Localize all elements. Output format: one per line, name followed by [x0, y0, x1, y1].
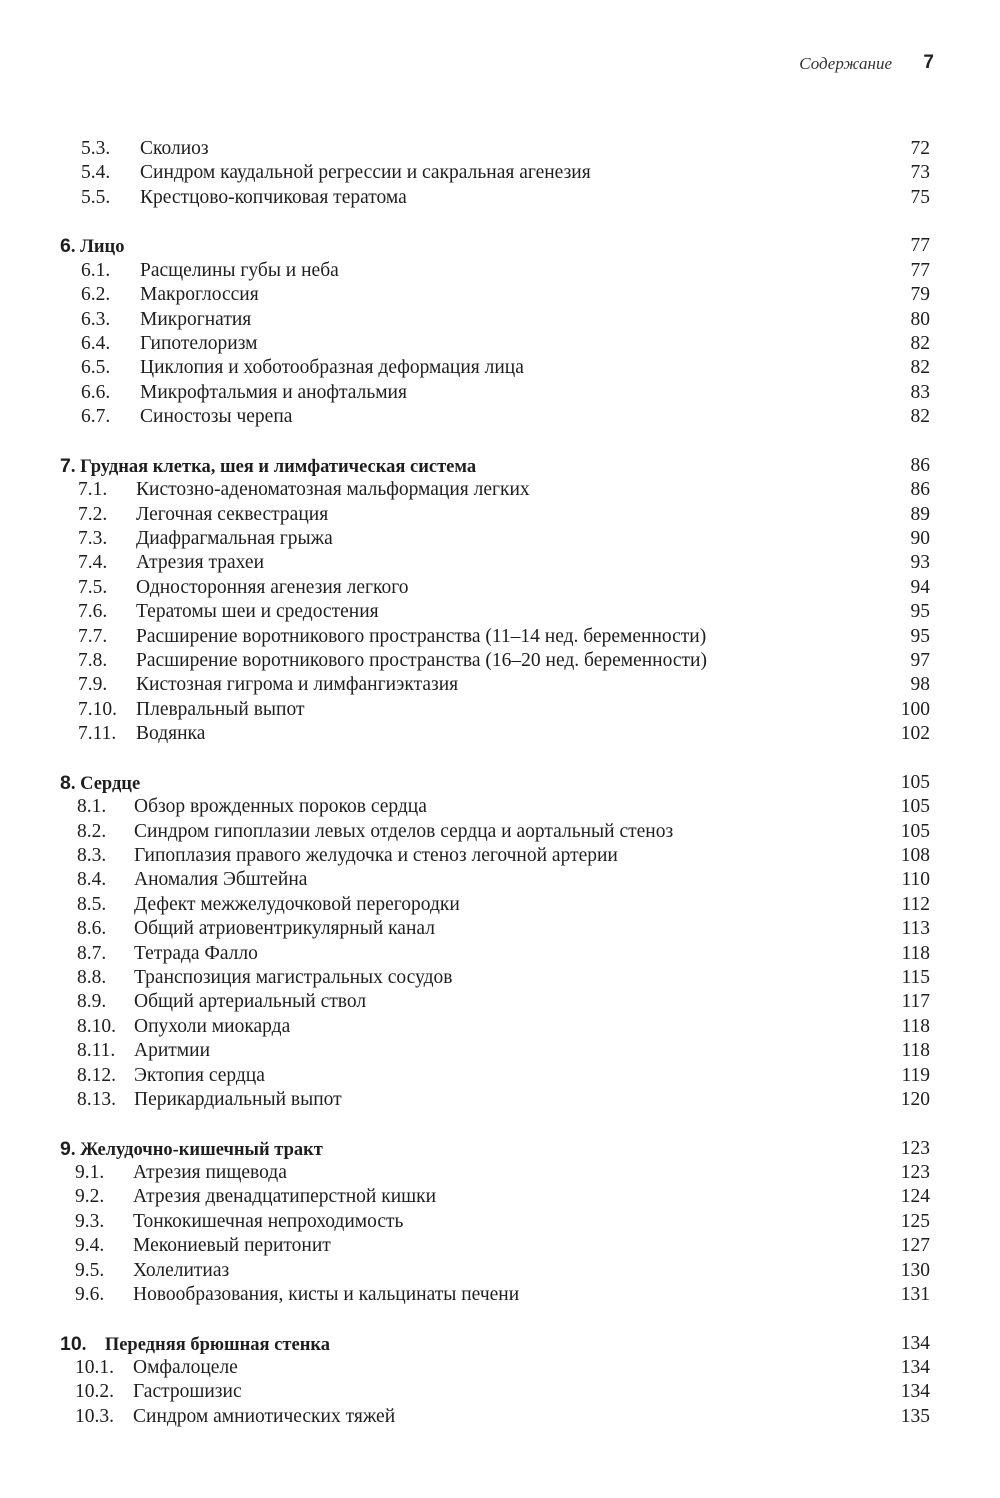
entry-title: Перикардиальный выпот	[134, 1088, 342, 1110]
toc-entry	[0, 259, 1000, 283]
toc-entry	[0, 722, 1000, 746]
toc-entry	[0, 625, 1000, 649]
entry-title: Синдром гипоплазии левых отделов сердца и аортальный стеноз	[134, 820, 674, 842]
entry-number: 7.8.	[78, 650, 108, 672]
entry-number: 8.5.	[77, 893, 107, 915]
toc-entry	[0, 308, 1000, 332]
entry-page-number: 89	[910, 503, 930, 525]
chapter-page-number: 86	[910, 454, 930, 476]
toc-section	[0, 454, 1000, 747]
entry-number: 8.4.	[77, 869, 107, 891]
chapter-page-number: 77	[910, 235, 930, 257]
toc-entry	[0, 503, 1000, 527]
chapter-page-number: 105	[900, 771, 930, 793]
toc-entry	[0, 844, 1000, 868]
toc-entry	[0, 966, 1000, 990]
entry-title: Общий артериальный ствол	[134, 991, 367, 1013]
entry-page-number: 98	[910, 674, 930, 696]
toc-entry	[0, 1088, 1000, 1112]
entry-title: Микрогнатия	[140, 308, 252, 330]
entry-title: Односторонняя агенезия легкого	[136, 576, 409, 598]
entry-page-number: 110	[901, 869, 930, 891]
entry-title: Микрофтальмия и анофтальмия	[140, 381, 407, 403]
toc-entry	[0, 551, 1000, 575]
toc-entry	[0, 1234, 1000, 1258]
entry-title: Холелитиаз	[133, 1259, 230, 1281]
entry-title: Расширение воротникового пространства (16–20 нед. беременности)	[136, 650, 707, 672]
entry-title: Мекониевый перитонит	[133, 1235, 331, 1257]
entry-number: 7.3.	[78, 528, 108, 550]
toc-entry	[0, 1259, 1000, 1283]
table-of-contents	[0, 137, 1000, 1454]
entry-title: Кистозная гигрома и лимфангиэктазия	[136, 674, 459, 696]
entry-page-number: 95	[910, 625, 930, 647]
entry-number: 9.4.	[75, 1235, 105, 1257]
entry-title: Транспозиция магистральных сосудов	[134, 967, 453, 988]
toc-entry	[0, 673, 1000, 697]
toc-entry	[0, 283, 1000, 307]
entry-number: 8.3.	[77, 845, 107, 867]
entry-page-number: 72	[910, 138, 930, 159]
entry-page-number: 77	[910, 259, 930, 281]
entry-number: 5.4.	[81, 162, 111, 184]
entry-number: 6.7.	[81, 406, 111, 428]
entry-number: 7.2.	[78, 503, 108, 525]
entry-page-number: 108	[900, 845, 930, 867]
entry-title: Общий атриовентрикулярный канал	[134, 918, 435, 940]
entry-title: Кистозно-аденоматозная мальформация легких	[136, 479, 530, 501]
entry-page-number: 119	[901, 1064, 930, 1086]
entry-title: Тетрада Фалло	[134, 942, 258, 964]
entry-title: Циклопия и хоботообразная деформация лица	[140, 357, 524, 379]
entry-page-number: 82	[910, 357, 930, 379]
entry-title: Тонкокишечная непроходимость	[133, 1210, 404, 1232]
toc-section	[0, 1332, 1000, 1430]
entry-page-number: 131	[900, 1283, 930, 1305]
toc-entry	[0, 1283, 1000, 1307]
entry-page-number: 113	[901, 918, 930, 940]
entry-title: Сколиоз	[140, 138, 209, 159]
chapter-title: . Грудная клетка, шея и лимфатическая система	[70, 456, 477, 477]
entry-title: Крестцово-копчиковая тератома	[140, 186, 407, 208]
entry-number: 6.5.	[81, 357, 111, 379]
entry-page-number: 82	[910, 406, 930, 428]
entry-page-number: 123	[900, 1162, 930, 1184]
entry-page-number: 134	[900, 1357, 930, 1379]
chapter-page-number: 123	[900, 1137, 930, 1159]
entry-page-number: 105	[900, 796, 930, 818]
entry-number: 8.13.	[77, 1088, 116, 1110]
entry-number: 9.2.	[75, 1186, 105, 1208]
entry-number: 7.1.	[78, 479, 108, 501]
toc-entry	[0, 527, 1000, 551]
toc-entry	[0, 698, 1000, 722]
entry-page-number: 105	[900, 820, 930, 842]
chapter-title: . Лицо	[70, 237, 125, 258]
toc-entry	[0, 1405, 1000, 1429]
entry-title: Плевральный выпот	[136, 698, 305, 720]
entry-title: Аритмии	[134, 1040, 211, 1062]
entry-title: Атрезия пищевода	[133, 1162, 287, 1184]
entry-title: Водянка	[136, 723, 206, 745]
entry-page-number: 73	[910, 162, 930, 184]
entry-title: Атрезия двенадцатиперстной кишки	[133, 1186, 437, 1208]
entry-page-number: 118	[901, 1040, 930, 1062]
toc-entry	[0, 600, 1000, 624]
chapter-number: 8	[60, 771, 71, 794]
entry-number: 7.4.	[78, 552, 108, 574]
entry-page-number: 86	[910, 479, 930, 501]
entry-title: Гипоплазия правого желудочка и стеноз легочной артерии	[134, 845, 618, 867]
toc-entry	[0, 137, 1000, 161]
entry-page-number: 75	[910, 186, 930, 208]
entry-title: Тератомы шеи и средостения	[136, 601, 379, 623]
entry-page-number: 118	[901, 942, 930, 964]
toc-entry	[0, 186, 1000, 210]
toc-entry	[0, 1356, 1000, 1380]
toc-entry	[0, 576, 1000, 600]
entry-number: 7.7.	[78, 625, 108, 647]
entry-title: Гипотелоризм	[140, 333, 258, 355]
entry-number: 8.10.	[77, 1015, 116, 1037]
entry-page-number: 127	[900, 1235, 930, 1257]
entry-title: Синостозы черепа	[140, 406, 293, 428]
entry-title: Гастрошизис	[133, 1381, 242, 1403]
toc-section	[0, 1137, 1000, 1308]
entry-number: 6.4.	[81, 333, 111, 355]
entry-title: Аномалия Эбштейна	[134, 869, 308, 891]
toc-section	[0, 234, 1000, 429]
entry-number: 8.11.	[77, 1040, 116, 1062]
toc-entry	[0, 1064, 1000, 1088]
entry-page-number: 117	[901, 991, 930, 1013]
toc-entry	[0, 161, 1000, 185]
toc-entry	[0, 942, 1000, 966]
entry-number: 5.5.	[81, 186, 111, 208]
chapter-title: . Желудочно-кишечный тракт	[70, 1139, 323, 1160]
toc-entry	[0, 1039, 1000, 1063]
chapter-title: . Передняя брюшная стенка	[81, 1334, 330, 1355]
entry-page-number: 130	[900, 1259, 930, 1281]
toc-entry	[0, 649, 1000, 673]
toc-entry	[0, 795, 1000, 819]
entry-page-number: 79	[910, 284, 930, 306]
entry-page-number: 94	[910, 576, 930, 598]
entry-title: Синдром каудальной регрессии и сакральная агенезия	[140, 162, 591, 184]
entry-title: Новообразования, кисты и кальцинаты печени	[133, 1283, 520, 1305]
toc-entry	[0, 1380, 1000, 1404]
entry-number: 6.1.	[81, 259, 111, 281]
entry-title: Расширение воротникового пространства (11–14 нед. беременности)	[136, 625, 707, 647]
toc-entry	[0, 990, 1000, 1014]
entry-page-number: 118	[901, 1015, 930, 1037]
entry-title: Омфалоцеле	[133, 1357, 238, 1379]
running-header-title: Содержание	[799, 54, 892, 73]
entry-page-number: 95	[910, 601, 930, 623]
toc-entry	[0, 405, 1000, 429]
toc-entry	[0, 1161, 1000, 1185]
toc-section	[0, 137, 1000, 210]
entry-number: 8.9.	[77, 991, 107, 1013]
entry-page-number: 124	[900, 1186, 930, 1208]
entry-page-number: 82	[910, 333, 930, 355]
entry-number: 10.3.	[75, 1405, 114, 1427]
chapter-title-wrap	[60, 454, 476, 479]
entry-number: 9.1.	[75, 1162, 105, 1184]
toc-entry	[0, 820, 1000, 844]
entry-page-number: 120	[900, 1088, 930, 1110]
chapter-title-wrap	[60, 771, 140, 796]
entry-number: 7.10.	[78, 698, 117, 720]
entry-number: 9.6.	[75, 1283, 105, 1305]
entry-number: 8.12.	[77, 1064, 116, 1086]
entry-number: 10.2.	[75, 1381, 114, 1403]
entry-page-number: 100	[900, 698, 930, 720]
chapter-number: 7	[60, 454, 71, 477]
entry-number: 7.5.	[78, 576, 108, 598]
chapter-title: . Сердце	[70, 773, 141, 794]
toc-entry	[0, 332, 1000, 356]
entry-title: Дефект межжелудочковой перегородки	[134, 893, 460, 915]
entry-number: 7.9.	[78, 674, 108, 696]
entry-title: Опухоли миокарда	[134, 1015, 291, 1037]
entry-page-number: 80	[910, 308, 930, 330]
entry-page-number: 135	[900, 1405, 930, 1427]
entry-number: 9.5.	[75, 1259, 105, 1281]
entry-number: 5.3.	[81, 138, 111, 159]
entry-page-number: 83	[910, 381, 930, 403]
chapter-title-wrap	[60, 1332, 330, 1357]
entry-page-number: 134	[900, 1381, 930, 1403]
page-number: 7	[923, 52, 934, 73]
toc-entry	[0, 868, 1000, 892]
toc-chapter-heading	[0, 771, 1000, 795]
entry-number: 10.1.	[75, 1357, 114, 1379]
entry-title: Атрезия трахеи	[136, 552, 265, 574]
running-header	[0, 54, 1000, 80]
entry-title: Расщелины губы и неба	[140, 259, 339, 281]
entry-title: Эктопия сердца	[134, 1064, 265, 1086]
entry-page-number: 97	[910, 650, 930, 672]
entry-number: 6.2.	[81, 284, 111, 306]
toc-entry	[0, 1015, 1000, 1039]
entry-number: 8.1.	[77, 796, 107, 818]
entry-page-number: 115	[901, 967, 930, 988]
entry-title: Диафрагмальная грыжа	[136, 528, 333, 550]
entry-title: Макроглоссия	[140, 284, 259, 306]
toc-entry	[0, 478, 1000, 502]
chapter-page-number: 134	[900, 1332, 930, 1354]
entry-number: 8.2.	[77, 820, 107, 842]
chapter-number: 10	[60, 1332, 82, 1355]
entry-page-number: 102	[900, 723, 930, 745]
toc-entry	[0, 917, 1000, 941]
entry-page-number: 93	[910, 552, 930, 574]
entry-title: Легочная секвестрация	[136, 503, 329, 525]
toc-chapter-heading	[0, 1137, 1000, 1161]
chapter-number: 9	[60, 1137, 71, 1160]
entry-number: 6.6.	[81, 381, 111, 403]
entry-number: 8.6.	[77, 918, 107, 940]
entry-title: Обзор врожденных пороков сердца	[134, 796, 427, 818]
toc-chapter-heading	[0, 234, 1000, 258]
entry-number: 7.6.	[78, 601, 108, 623]
toc-entry	[0, 1210, 1000, 1234]
entry-number: 8.7.	[77, 942, 107, 964]
entry-title: Синдром амниотических тяжей	[133, 1405, 396, 1427]
chapter-number: 6	[60, 235, 71, 258]
entry-page-number: 112	[901, 893, 930, 915]
chapter-title-wrap	[60, 234, 124, 259]
entry-number: 6.3.	[81, 308, 111, 330]
toc-entry	[0, 381, 1000, 405]
toc-section	[0, 771, 1000, 1112]
entry-number: 9.3.	[75, 1210, 105, 1232]
toc-chapter-heading	[0, 454, 1000, 478]
entry-page-number: 125	[900, 1210, 930, 1232]
toc-chapter-heading	[0, 1332, 1000, 1356]
chapter-title-wrap	[60, 1137, 323, 1162]
toc-entry	[0, 893, 1000, 917]
entry-page-number: 90	[910, 528, 930, 550]
toc-entry	[0, 356, 1000, 380]
toc-entry	[0, 1185, 1000, 1209]
entry-number: 7.11.	[78, 723, 117, 745]
entry-number: 8.8.	[77, 967, 107, 988]
